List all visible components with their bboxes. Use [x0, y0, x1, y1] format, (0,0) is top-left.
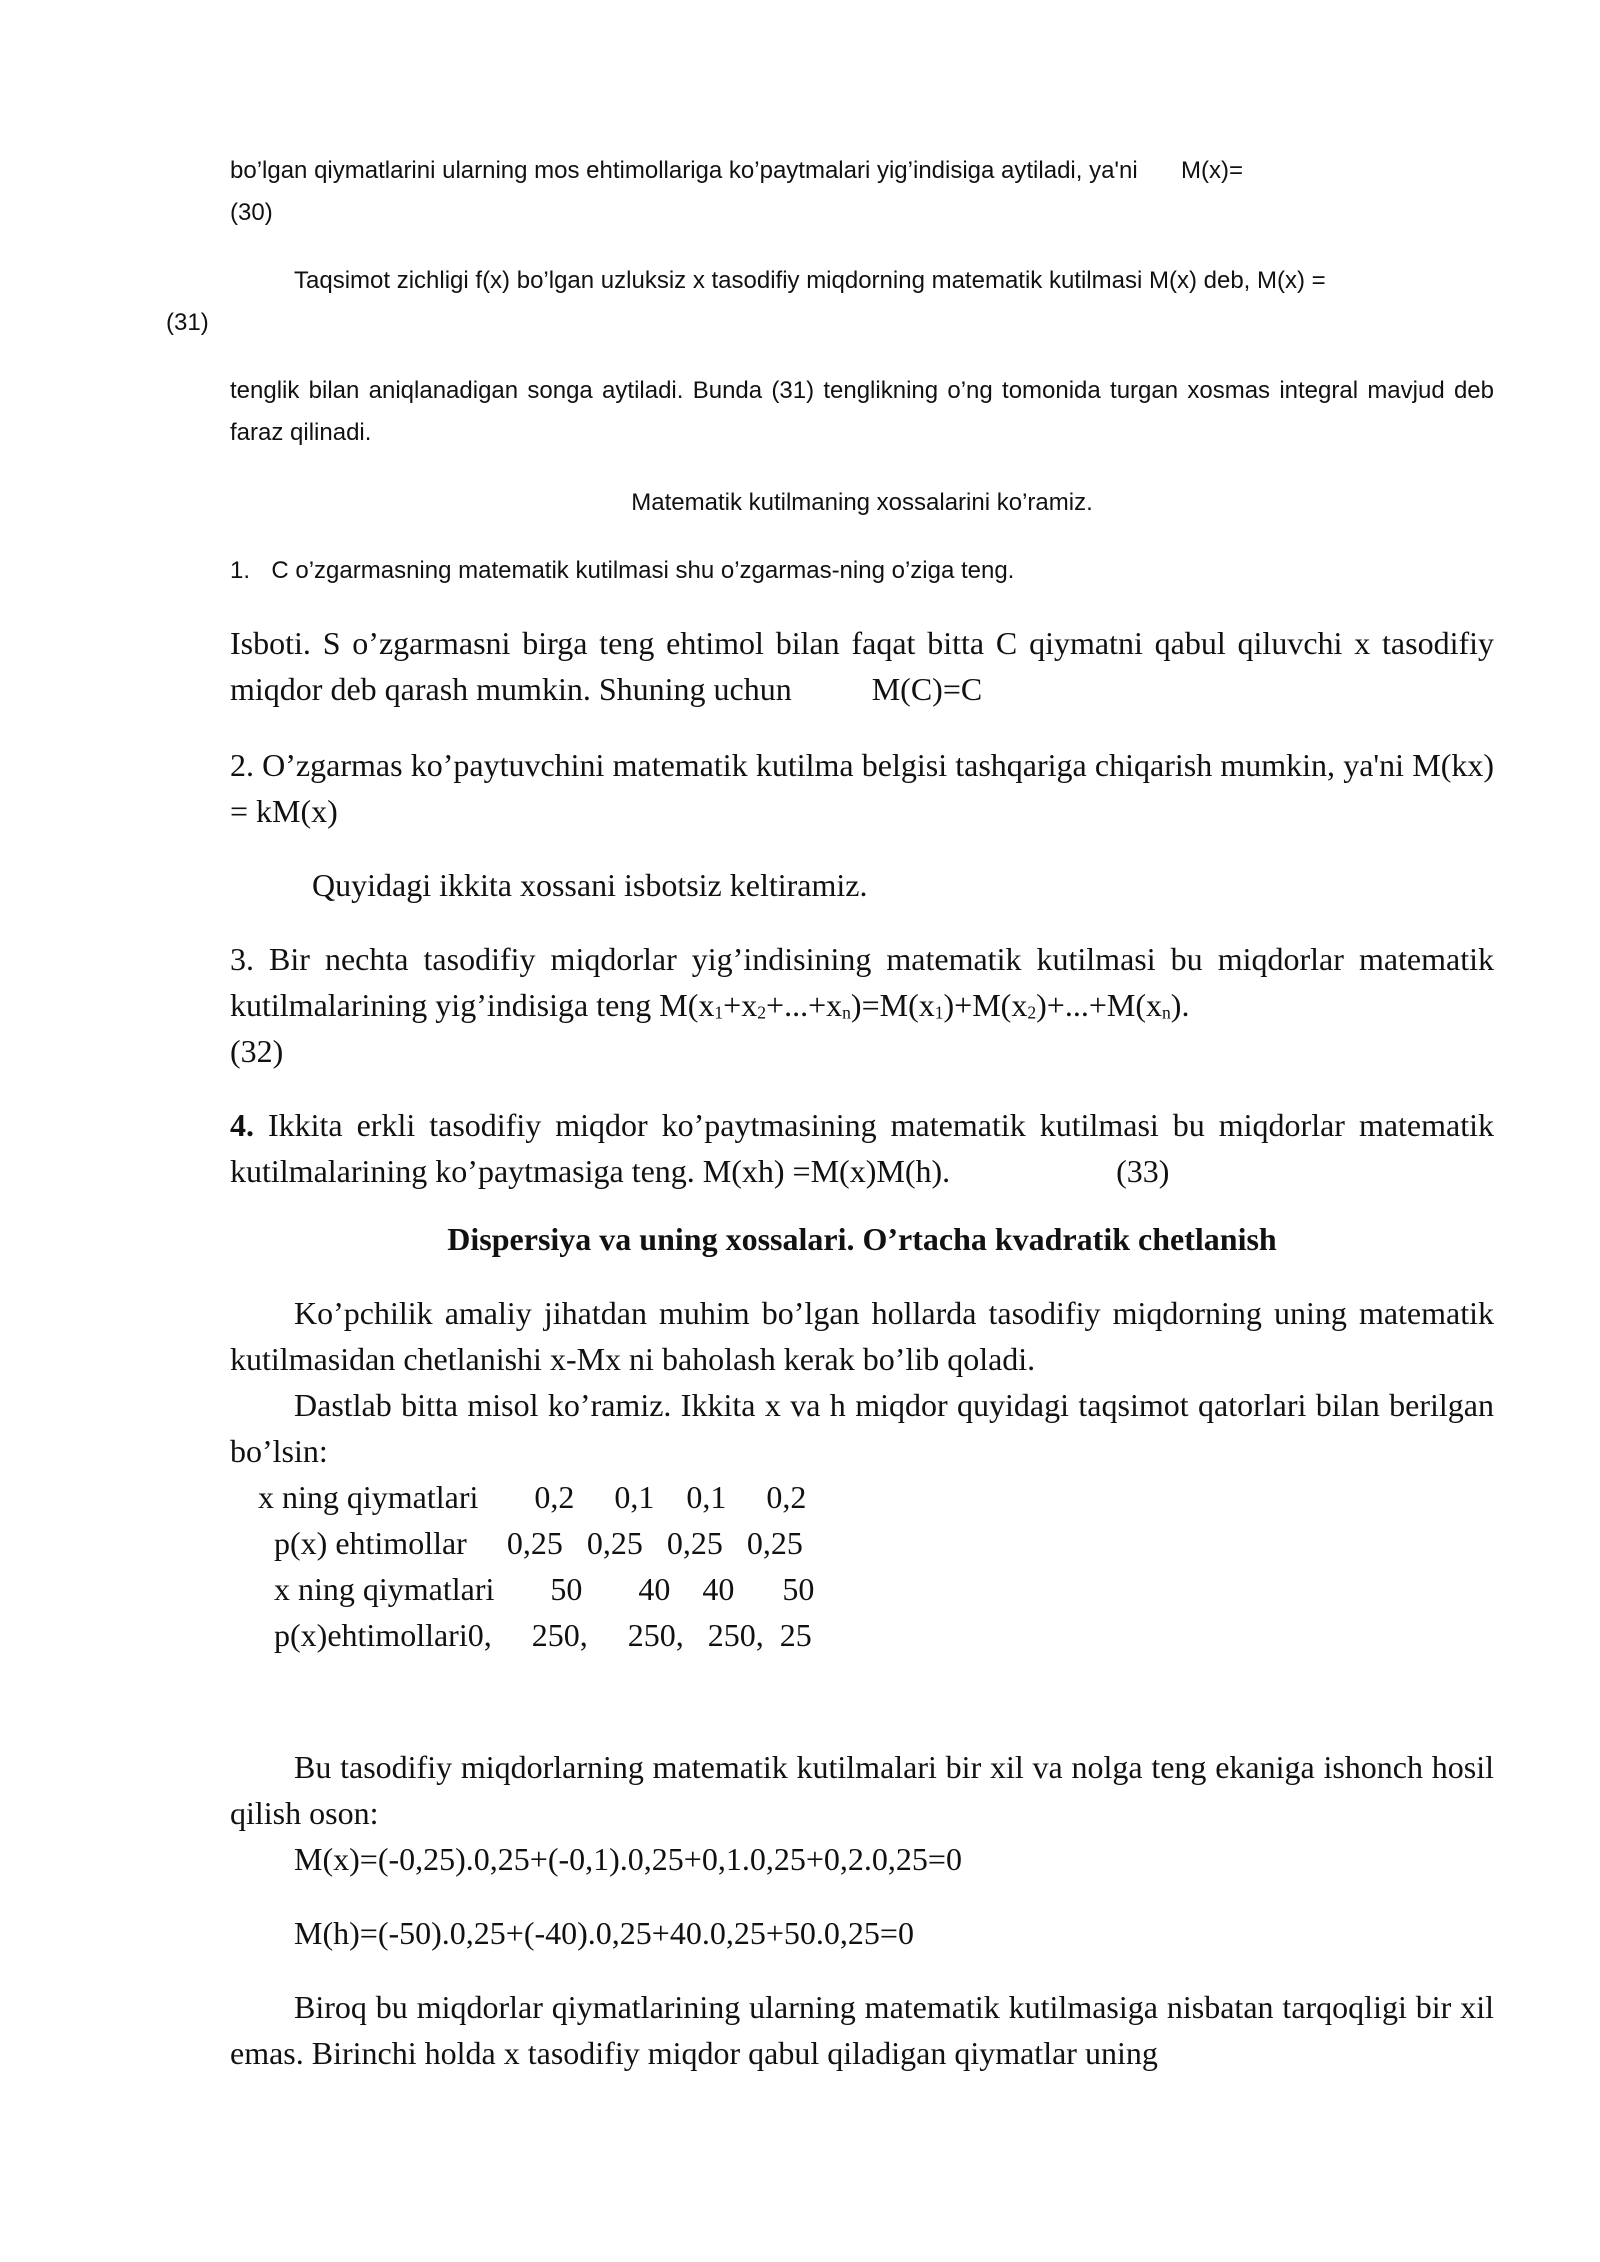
- equation-number: (31): [166, 309, 209, 336]
- subscript: 2: [1027, 1002, 1037, 1023]
- formula-part: )+M(x: [943, 987, 1028, 1023]
- formula-part: ).: [1170, 987, 1190, 1023]
- subscript: 2: [757, 1002, 767, 1023]
- property-number: 4.: [230, 1107, 254, 1143]
- proof-text: Isboti. S o’zgarmasni birga teng ehtimol bilan faqat bitta C qiymatni qabul qiluvchi x tasodifiy miqdor deb qarash mumkin. Shuning uchun: [230, 625, 1494, 707]
- paragraph-text: bo’lgan qiymatlarini ularning mos ehtimollariga ko’paytmalari yig’indisiga aytiladi, ya'ni: [230, 157, 1138, 184]
- subscript: 1: [934, 1002, 944, 1023]
- equation-mh: M(h)=(-50).0,25+(-40).0,25+40.0,25+50.0,25=0: [294, 1915, 914, 1951]
- paragraph-expectation-continuous: [166, 260, 1494, 344]
- property-3: [230, 936, 1494, 1074]
- formula-part: M(x: [659, 987, 715, 1023]
- subscript: n: [842, 1002, 851, 1023]
- equation-mx: M(x)=(-0,25).0,25+(-0,1).0,25+0,1.0,25+0,2.0,25=0: [294, 1841, 962, 1877]
- formula-part: +...+x: [766, 987, 843, 1023]
- formula-part: )+...+M(x: [1036, 987, 1162, 1023]
- property-number: 1.: [230, 557, 251, 584]
- formula-part: +x: [723, 987, 758, 1023]
- formula-mx: M(x)=: [1181, 157, 1244, 184]
- formula-mc: M(C)=C: [871, 671, 983, 707]
- section-heading-properties: Matematik kutilmaning xossalarini ko’ramiz.: [631, 489, 1093, 516]
- paragraph-expectation-discrete: [230, 150, 1494, 234]
- proof-1: [230, 620, 1494, 712]
- table-row: x ning qiymatlari 0,2 0,1 0,1 0,2: [258, 1479, 807, 1515]
- paragraph-text: tenglik bilan aniqlanadigan songa aytiladi. Bunda (31) tenglikning o’ng tomonida turgan xosmas integral mavjud deb faraz qilinadi.: [230, 377, 1494, 446]
- property-4: [230, 1102, 1494, 1194]
- subscript: 1: [714, 1002, 724, 1023]
- equation-number: (30): [230, 199, 273, 226]
- property-text: 2. O’zgarmas ko’paytuvchini matematik kutilma belgisi tashqariga chiqarish mumkin, ya'ni M(kx) = kM(x): [230, 747, 1494, 829]
- property-1: [230, 550, 1494, 592]
- table-row: x ning qiymatlari 50 40 40 50: [274, 1571, 815, 1607]
- property-2: [230, 742, 1494, 834]
- paragraph-dispersion-difference: Biroq bu miqdorlar qiymatlarining ularning matematik kutilmasiga nisbatan tarqoqligi bir xil emas. Birinchi holda x tasodifiy miqdor qabul qiladigan qiymatlar uning: [230, 1989, 1494, 2071]
- table-row: p(x) ehtimollar 0,25 0,25 0,25 0,25: [274, 1525, 803, 1561]
- equation-number: (33): [1116, 1153, 1170, 1189]
- property-text: 3. Bir nechta tasodifiy miqdorlar yig’indisining matematik kutilmasi bu miqdorlar matematik kutilmalarining yig’indisiga teng: [230, 941, 1494, 1023]
- note-without-proof: Quyidagi ikkita xossani isbotsiz keltiramiz.: [312, 867, 868, 903]
- section-heading-dispersion: Dispersiya va uning xossalari. O’rtacha kvadratik chetlanish: [447, 1221, 1277, 1257]
- paragraph-integral-note: [230, 370, 1494, 454]
- table-row: p(x)ehtimollari0, 250, 250, 250, 25: [274, 1617, 812, 1653]
- formula-sum-expectation: [659, 987, 1189, 1023]
- subscript: n: [1161, 1002, 1171, 1023]
- paragraph-deviation: Ko’pchilik amaliy jihatdan muhim bo’lgan hollarda tasodifiy miqdorning uning matematik kutilmasidan chetlanishi x-Mx ni baholash kerak bo’lib qoladi.: [230, 1295, 1494, 1377]
- paragraph-example-intro: Dastlab bitta misol ko’ramiz. Ikkita x va h miqdor quyidagi taqsimot qatorlari bilan berilgan bo’lsin:: [230, 1387, 1494, 1469]
- paragraph-text: Taqsimot zichligi f(x) bo’lgan uzluksiz x tasodifiy miqdorning matematik kutilmasi M(x) deb, M(x) =: [294, 267, 1326, 294]
- property-text: C o’zgarmasning matematik kutilmasi shu o’zgarmas-ning o’ziga teng.: [271, 557, 1015, 584]
- formula-part: )=M(x: [850, 987, 935, 1023]
- property-text: Ikkita erkli tasodifiy miqdor ko’paytmasining matematik kutilmasi bu miqdorlar matematik kutilmalarining ko’paytmasiga teng. M(xh) =M(x)M(h).: [230, 1107, 1495, 1189]
- equation-number: (32): [230, 1033, 284, 1069]
- paragraph-equal-expectations: Bu tasodifiy miqdorlarning matematik kutilmalari bir xil va nolga teng ekaniga ishonch hosil qilish oson:: [230, 1749, 1494, 1831]
